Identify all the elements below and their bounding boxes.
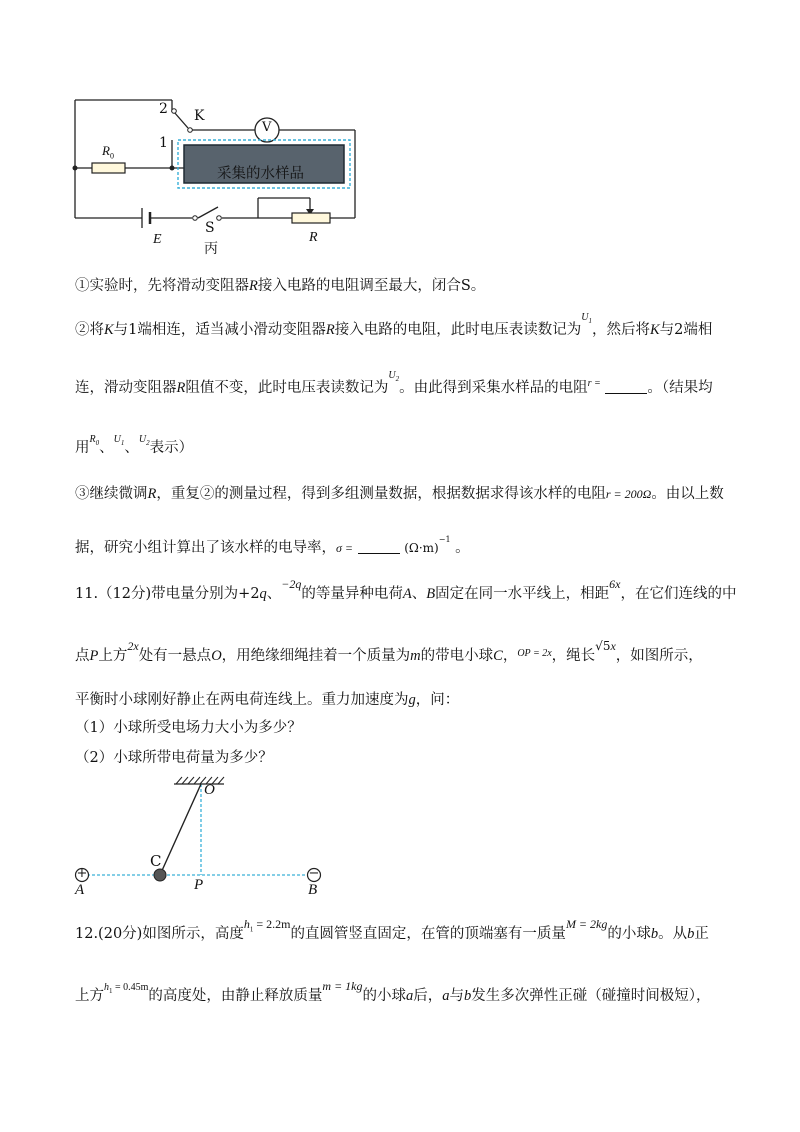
rheostat-r-label: R bbox=[309, 230, 318, 245]
r0-label: $R_0$ bbox=[102, 143, 114, 161]
step2-line2: 连，滑动变阻器R阻值不变，此时电压表读数记为$^{U_2}$。由此得到采集水样品的电阻$^{r =}$ 。（结果均 bbox=[75, 370, 713, 396]
plus-charge-sign: + bbox=[76, 866, 88, 881]
label-b: B bbox=[308, 882, 318, 898]
circuit-svg bbox=[60, 90, 370, 260]
sample-box-label: 采集的水样品 bbox=[217, 166, 304, 182]
q11-line2: 点P上方$^{2x}$处有一悬点O，用绝缘细绳挂着一个质量为m的带电小球C，$^{OP = 2x}$，绳长$^{√5x}$，如图所示， bbox=[75, 639, 703, 664]
step2-line1: ②将K与1端相连，适当减小滑动变阻器R接入电路的电阻，此时电压表读数记为$^{U_1}$，然后将K与2端相 bbox=[75, 312, 713, 338]
q12-line2: 上方$^{h_1 = 0.45m}$的高度处，由静止释放质量$^{m = 1kg}$的小球a后，a与b发生多次弹性正碰（碰撞时间极短）， bbox=[75, 979, 711, 1004]
terminal-1-label: 1 bbox=[159, 135, 168, 151]
q11-line3: 平衡时小球刚好静止在两电荷连线上。重力加速度为g，问： bbox=[75, 692, 460, 708]
battery-e-label: E bbox=[153, 232, 162, 247]
step1-text: ①实验时，先将滑动变阻器R接入电路的电阻调至最大，闭合S。 bbox=[75, 278, 486, 294]
label-p: P bbox=[194, 877, 204, 893]
q12-line1: 12.(20分)如图所示，高度$^{h_1 = 2.2m}$的直圆管竖直固定，在管的顶端塞有一质量$^{M = 2kg}$的小球b。从b正 bbox=[75, 917, 709, 942]
answer-blank-r bbox=[605, 379, 647, 394]
label-o: O bbox=[204, 782, 215, 798]
switch-k-label: K bbox=[194, 108, 205, 124]
switch-s-label: S bbox=[205, 220, 215, 236]
label-c: C bbox=[150, 852, 162, 870]
minus-charge-sign: − bbox=[308, 866, 320, 881]
step3-line1: ③继续微调R，重复②的测量过程，得到多组测量数据，根据数据求得该水样的电阻r = 200Ω。由以上数 bbox=[75, 486, 724, 502]
voltmeter-label: V bbox=[262, 120, 272, 135]
q11-sub1: （1）小球所受电场力大小为多少？ bbox=[75, 720, 302, 736]
answer-blank-sigma bbox=[358, 539, 400, 554]
figure-caption: 丙 bbox=[204, 241, 218, 257]
pendulum-figure bbox=[70, 772, 330, 902]
q11-line1: 11.（12分)带电量分别为+2q、$^{-2q}$的等量异种电荷A、B固定在同一水平线上，相距$^{6x}$，在它们连线的中 bbox=[75, 577, 737, 602]
circuit-diagram bbox=[60, 90, 370, 260]
step3-line2: 据，研究小组计算出了该水样的电导率，$\sigma = (\Omega\cdot m)^{-1}$ 。 bbox=[75, 535, 470, 556]
step2-line3: 用$^{R_0}$、$^{U_1}$、$^{U_2}$表示） bbox=[75, 434, 194, 456]
label-a: A bbox=[75, 882, 85, 898]
terminal-2-label: 2 bbox=[159, 101, 168, 117]
q11-sub2: （2）小球所带电荷量为多少？ bbox=[75, 750, 273, 766]
